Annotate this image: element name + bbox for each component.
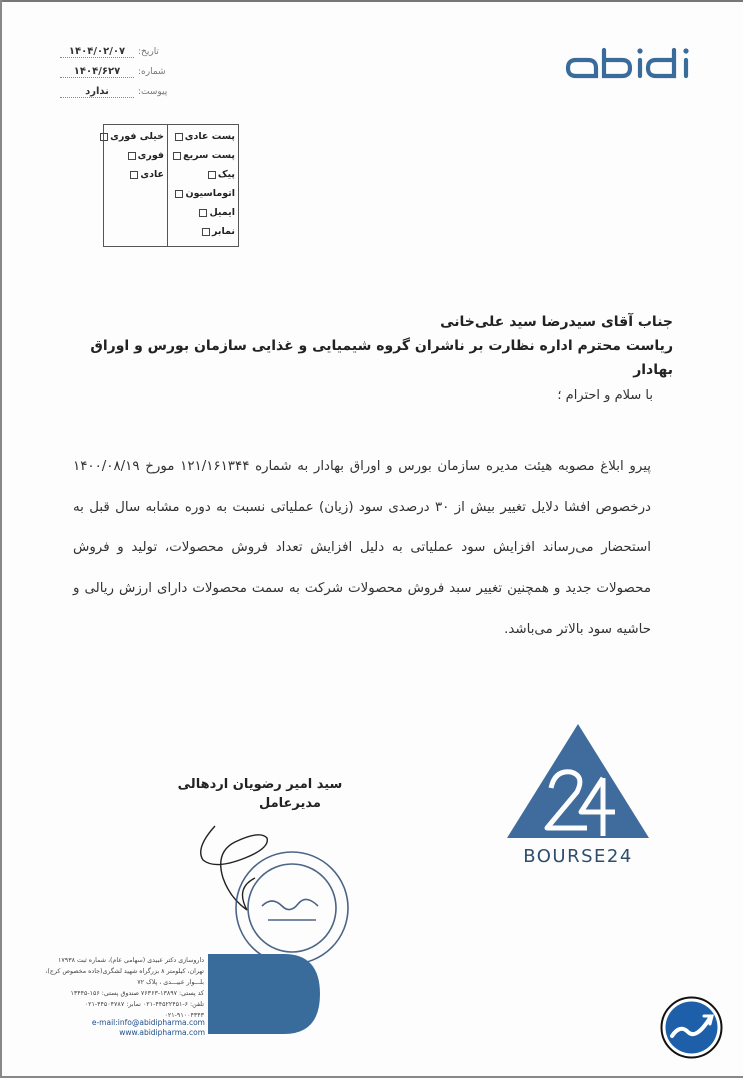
footer-line: بلـــوار عبیـــدی ، پلاک ۷۲ (137, 979, 204, 986)
checkbox-icon (173, 152, 181, 160)
footer-address (24, 955, 204, 1021)
footer-line: ۰۲۱-۹۱۰۰۴۳۴۳ (164, 1012, 204, 1019)
delivery-option: پیک (168, 165, 235, 184)
priority-option: خیلی فوری (104, 127, 164, 146)
checkbox-icon (130, 171, 138, 179)
greeting: با سلام و احترام ؛ (557, 388, 653, 403)
delivery-option: پست سریع (168, 146, 235, 165)
addressee-name: جناب آقای سیدرضا سید علی‌خانی (440, 314, 673, 330)
attachment-value: ندارد (60, 86, 134, 98)
page-border (0, 0, 743, 2)
letter-body: پیرو ابلاغ مصوبه هیئت مدیره سازمان بورس و اوراق بهادار به شماره ۱۲۱/۱۶۱۳۴۴ مورخ ۱۴۰۰/۰۸/۱۹ درخصوص افشا دلایل تغییر بیش از ۳۰ درصدی سود (زیان) عملیاتی نسبت به دوره مشابه سال قبل به استحضار می‌رساند افزایش سود عملیاتی به دلیل افزایش تعداد فروش محصولات، تولید و فروش محصولات جدید و همچنین تغییر سبد فروش محصولات شرکت به سمت محصولات دارای ارزش ریالی و حاشیه سود بالاتر می‌باشد. (73, 459, 652, 637)
bourse24-wordmark: BOURSE24 (523, 846, 633, 867)
number-label: شماره: (138, 67, 166, 77)
attachment-label: پیوست: (138, 87, 168, 97)
delivery-option: ایمیل (168, 203, 235, 222)
checkbox-icon (175, 133, 183, 141)
priority-option: فوری (104, 146, 164, 165)
company-stamp (232, 848, 352, 968)
date-label: تاریخ: (138, 47, 159, 57)
date-value: ۱۴۰۴/۰۲/۰۷ (60, 46, 134, 58)
checkbox-icon (128, 152, 136, 160)
priority-column (104, 125, 167, 246)
signer-name: سید امیر رضویان اردهالی (177, 777, 343, 792)
signature-block (160, 775, 360, 813)
footer-website[interactable]: www.abidipharma.com (119, 1027, 205, 1037)
bourse24-logo (503, 720, 653, 870)
abidi-logo (562, 44, 706, 84)
footer-line: داروسازی دکتر عبیدی (سهامی عام)، شماره ثبت ۱۷۹۳۸ (58, 957, 204, 964)
checkbox-icon (202, 228, 210, 236)
delivery-priority-box (103, 124, 239, 247)
signer-title: مدیرعامل (259, 796, 321, 811)
checkbox-icon (208, 171, 216, 179)
checkbox-icon (175, 190, 183, 198)
footer-line: تهران، کیلومتر ۸ بزرگراه شهید لشگری(جاده مخصوص کرج)، (45, 968, 204, 975)
footer-contact (80, 1018, 205, 1037)
page-border (0, 0, 2, 1078)
footer-line: کد پستی: ۱۳۸۹۷-۷۶۳۶۳ صندوق پستی: ۱۵۶-۱۳۴۴۵ (70, 990, 204, 997)
corner-circle-logo (660, 996, 723, 1059)
priority-option: عادی (104, 165, 164, 184)
meta-date (60, 42, 210, 62)
meta-attachment (60, 82, 210, 102)
delivery-option: اتوماسیون (168, 184, 235, 203)
letter-meta (60, 42, 210, 102)
checkbox-icon (100, 133, 108, 141)
delivery-option: پست عادی (168, 127, 235, 146)
addressee-organization: ریاست محترم اداره نظارت بر ناشران گروه شیمیایی و غذایی سازمان بورس و اوراق بهادار (90, 338, 673, 378)
checkbox-icon (199, 209, 207, 217)
footer-graphic (208, 954, 320, 1034)
meta-number (60, 62, 210, 82)
number-value: ۱۴۰۴/۶۲۷ (60, 66, 134, 78)
delivery-option: نمابر (168, 222, 235, 241)
addressee-block (73, 310, 673, 382)
delivery-method-column (167, 125, 238, 246)
footer-line: تلفن: ۶-۴۴۵۲۲۴۵۱-۰۲۱ نمابر: ۴۴۵۰۴۷۸۷-۰۲۱ (84, 1001, 204, 1008)
footer-email[interactable]: e-mail:info@abidipharma.com (91, 1018, 205, 1027)
